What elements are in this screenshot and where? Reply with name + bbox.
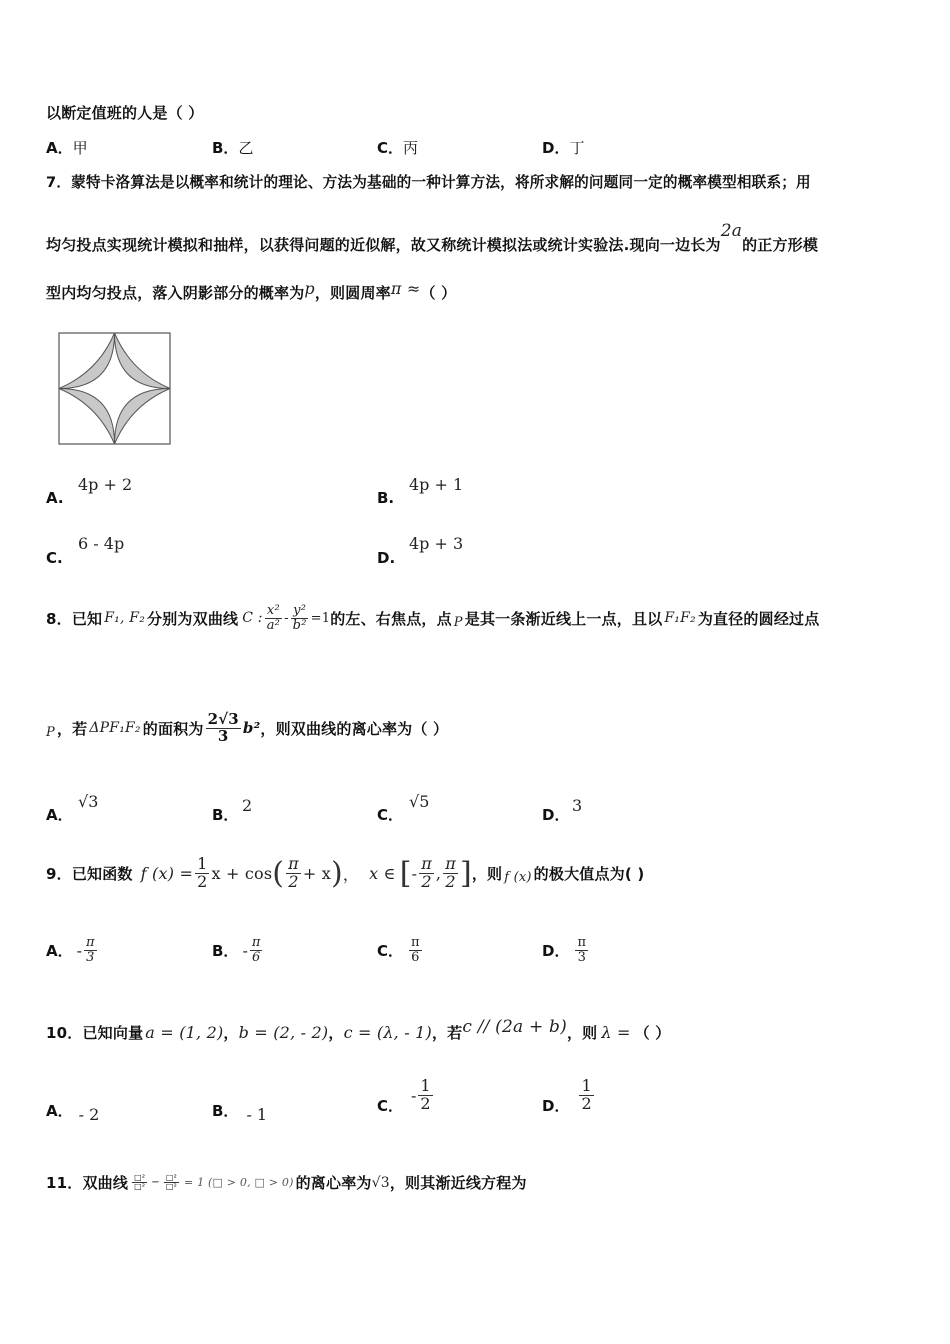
q7-option-a-label: A. — [46, 489, 64, 507]
q9-option-c: C． $\frac{\pi}{6}$ — [377, 935, 420, 965]
q7-option-b-label: B. — [377, 489, 395, 507]
q11-equation-image: $\frac{\text{□²}}{\text{□²}}$ − $\frac{\text{□²}}{\text{□²}}$ = 1 (□ > 0, □ > 0) — [134, 1172, 294, 1191]
q7-option-d-label: D. — [377, 549, 396, 567]
q7-option-a-value: 4p + 2 — [78, 475, 133, 494]
q7-line3: 型内均匀投点，落入阴影部分的概率为p，则圆周率π ≈（ ） — [46, 279, 457, 302]
q10-option-d: D． $\frac{1}{2}$ — [542, 1076, 592, 1115]
q10-line: 10．已知向量 a = (1, 2) ， b = (2, - 2) ， c = (λ, - 1) ，若 c // (2a + b) ，则 λ = （ ） — [46, 1016, 671, 1042]
q9-option-d: D． $\frac{\pi}{3}$ — [542, 935, 586, 965]
q10-option-a: A． - 2 — [46, 1102, 100, 1124]
q8-option-b: B． — [212, 806, 239, 824]
q10-option-c: C． - $\frac{1}{2}$ — [377, 1076, 431, 1115]
q10-option-b: B． - 1 — [212, 1102, 268, 1124]
q6-option-c: C．丙 — [377, 139, 419, 157]
q7-line2: 均匀投点实现统计模拟和抽样，以获得问题的近似解，故又称统计模拟法或统计实验法.现向一边长为2a的正方形模 — [46, 221, 819, 254]
q6-option-b: B．乙 — [212, 139, 254, 157]
q8-line2: P ，若 ΔPF₁F₂ 的面积为 $\frac{2√3}{3}$ b² ，则双曲线的离心率为（ ） — [46, 710, 449, 745]
q6-option-a: A．甲 — [46, 139, 88, 157]
q7-line1: 7．蒙特卡洛算法是以概率和统计的理论、方法为基础的一种计算方法，将所求解的问题同一定的概率模型相联系；用 — [46, 174, 811, 191]
q7-option-c-label: C. — [46, 549, 63, 567]
q8-option-a: A． — [46, 806, 73, 824]
q8-option-d-value: 3 — [572, 796, 583, 815]
q11-line: 11．双曲线 $\frac{\text{□²}}{\text{□²}}$ − $\frac{\text{□²}}{\text{□²}}$ = 1 (□ > 0, □ > 0) 的离心率为 √3 ，则其渐近线方程为 — [46, 1172, 527, 1192]
q9-option-b: B． - $\frac{\pi}{6}$ — [212, 935, 261, 965]
square-diagram — [58, 332, 172, 446]
q8-option-d: D． — [542, 806, 570, 824]
q8-option-c: C． — [377, 806, 404, 824]
q7-option-b-value: 4p + 1 — [409, 475, 464, 494]
square-outline — [59, 333, 170, 444]
q9-option-a: A． - $\frac{\pi}{3}$ — [46, 935, 95, 965]
q7-option-d-value: 4p + 3 — [409, 534, 464, 553]
q6-option-d: D．丁 — [542, 139, 585, 157]
q8-option-b-value: 2 — [242, 796, 253, 815]
q8-line1: 8．已知 F₁, F₂ 分别为双曲线 C : $\frac{\text{x²}}{\text{a²}}$ - $\frac{\text{y²}}{\text{b²}}$ =1 的左、右焦点，点 P 是其一条渐近线上一点，且以 F₁F₂ 为直径的圆经过点 — [46, 603, 820, 633]
q6-text: 以断定值班的人是（ ） — [46, 104, 204, 122]
q9-line: 9．已知函数 f (x) = $\frac{1}{2}$ x + cos ( $\frac{\pi}{2}$ + x ) ， x ∈ [ - $\frac{\pi}{2}$ , $\frac{\pi}{2}$ ] ，则 f (x) 的极大值点为( ) — [46, 853, 645, 891]
q7-option-c-value: 6 - 4p — [78, 534, 125, 553]
q8-option-c-value: √5 — [409, 792, 430, 811]
q8-option-a-value: √3 — [78, 792, 99, 811]
